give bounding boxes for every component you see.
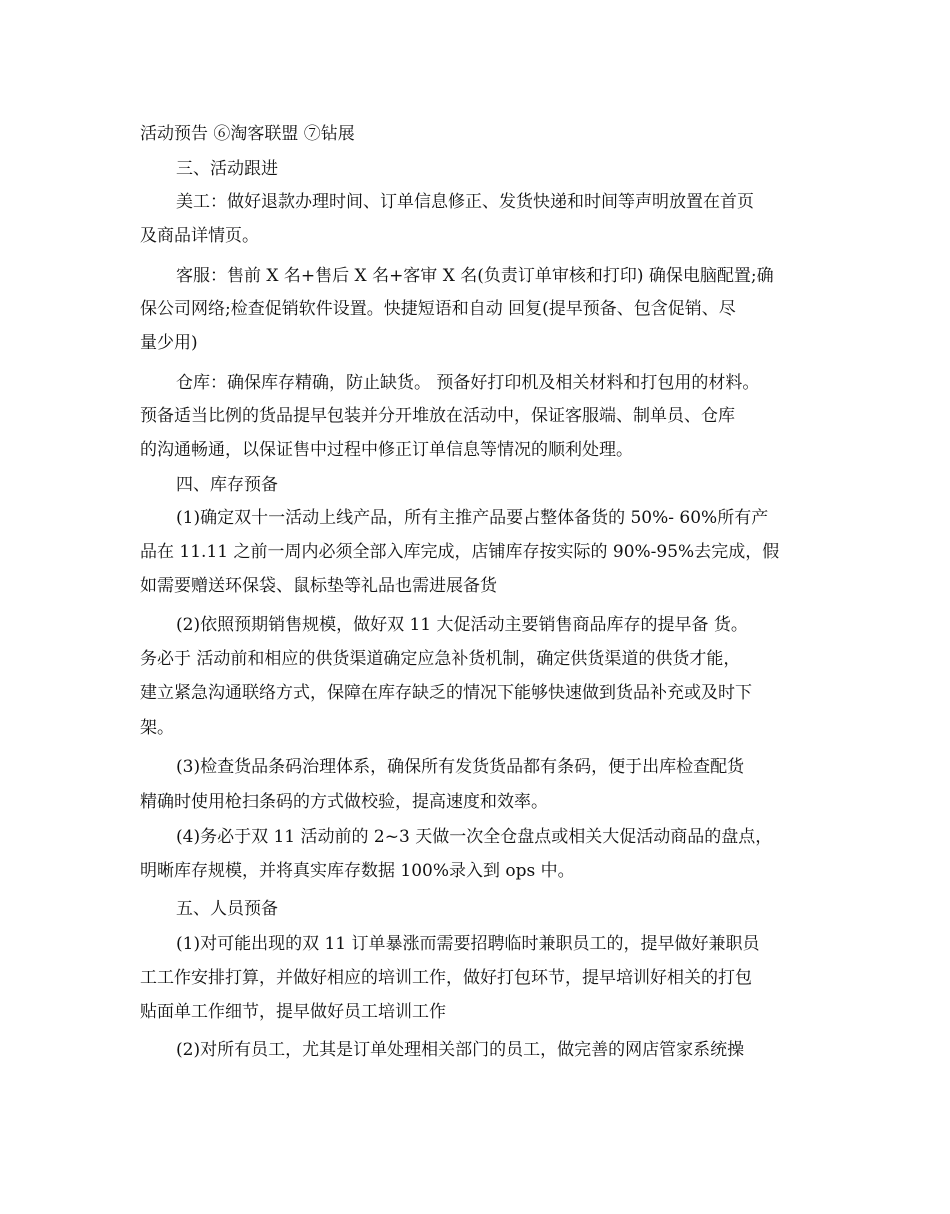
text-line: 贴面单工作细节，提早做好员工培训工作: [140, 1002, 446, 1022]
section-heading-activity-followup: 三、活动跟进: [176, 159, 278, 179]
section-heading-staff-prep: 五、人员预备: [176, 899, 278, 919]
text-line: 架。: [140, 718, 174, 738]
text-line: (2)依照预期销售规模，做好双 11 大促活动主要销售商品库存的提早备 货。: [176, 615, 748, 635]
text-line: 量少用): [140, 333, 198, 353]
text-line: 品在 11.11 之前一周内必须全部入库完成，店铺库存按实际的 90%-95%去完成，假: [140, 542, 780, 562]
text-line: 美工：做好退款办理时间、订单信息修正、发货快递和时间等声明放置在首页: [176, 192, 754, 212]
text-line: (2)对所有员工，尤其是订单处理相关部门的员工，做完善的网店管家系统操: [176, 1040, 745, 1060]
text-line: 保公司网络;检查促销软件设置。快捷短语和自动 回复(提早预备、包含促销、尽: [140, 299, 736, 319]
section-heading-inventory-prep: 四、库存预备: [176, 475, 278, 495]
text-line: 客服：售前 X 名+售后 X 名+客审 X 名(负责订单审核和打印) 确保电脑配置;确: [176, 266, 774, 286]
text-line: 及商品详情页。: [140, 226, 259, 246]
text-line: 预备适当比例的货品提早包装并分开堆放在活动中，保证客服端、制单员、仓库: [140, 406, 735, 426]
text-line: 如需要赠送环保袋、鼠标垫等礼品也需进展备货: [140, 576, 497, 596]
text-line: (4)务必于双 11 活动前的 2~3 天做一次全仓盘点或相关大促活动商品的盘点，: [176, 827, 773, 847]
text-line: 明晰库存规模，并将真实库存数据 100%录入到 ops 中。: [140, 861, 575, 881]
text-line: 务必于 活动前和相应的供货渠道确定应急补货机制，确定供货渠道的供货才能，: [140, 649, 741, 669]
text-line: 的沟通畅通，以保证售中过程中修正订单信息等情况的顺利处理。: [140, 440, 633, 460]
text-line: (1)对可能出现的双 11 订单暴涨而需要招聘临时兼职员工的，提早做好兼职员: [176, 934, 760, 954]
text-line: 活动预告 ⑥淘客联盟 ⑦钻展: [140, 124, 355, 144]
text-line: (3)检查货品条码治理体系，确保所有发货货品都有条码，便于出库检查配货: [176, 757, 745, 777]
text-line: 精确时使用枪扫条码的方式做校验，提高速度和效率。: [140, 792, 548, 812]
text-line: 工工作安排打算，并做好相应的培训工作，做好打包环节，提早培训好相关的打包: [140, 968, 752, 988]
text-line: (1)确定双十一活动上线产品，所有主推产品要占整体备货的 50%- 60%所有产: [176, 508, 769, 528]
text-line: 建立紧急沟通联络方式，保障在库存缺乏的情况下能够快速做到货品补充或及时下: [140, 683, 752, 703]
text-line: 仓库：确保库存精确，防止缺货。 预备好打印机及相关材料和打包用的材料。: [176, 373, 760, 393]
